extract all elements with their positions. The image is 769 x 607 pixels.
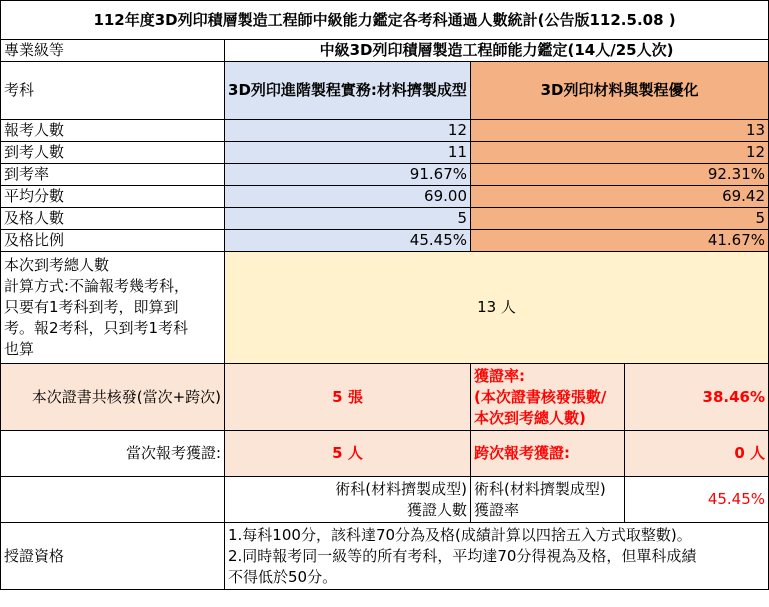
row-label: 到考人數 [1, 142, 225, 164]
row-value-subject-2: 41.67% [471, 230, 769, 252]
certificate-rate-label-line: (本次證書核發張數/ [474, 387, 607, 406]
level-label: 專業級等 [1, 40, 225, 62]
certificate-value: 5 張 [225, 364, 471, 431]
row-label: 報考人數 [1, 120, 225, 142]
tech-rate-value: 45.45% [625, 477, 769, 523]
row-value-subject-1: 12 [225, 120, 471, 142]
row-value-subject-1: 5 [225, 208, 471, 230]
tech-label [225, 477, 471, 523]
qualification-line: 2.同時報考同一級等的所有考科，平均達70分得視為及格，但單科成績 [228, 546, 697, 565]
table-row [1, 230, 769, 252]
level-value: 中級3D列印積層製造工程師能力鑑定(14人/25人次) [225, 40, 769, 62]
same-time-label: 當次報考獲證: [1, 431, 225, 477]
row-value-subject-2: 13 [471, 120, 769, 142]
row-label: 及格比例 [1, 230, 225, 252]
row-value-subject-1: 69.00 [225, 186, 471, 208]
total-label-line: 也算 [4, 340, 35, 358]
table-row [1, 142, 769, 164]
total-label-line: 只要有1考科到考，即算到 [4, 298, 179, 316]
certificate-label: 本次證書共核發(當次+跨次) [1, 364, 225, 431]
row-label: 及格人數 [1, 208, 225, 230]
row-value-subject-1: 11 [225, 142, 471, 164]
tech-empty-cell [1, 477, 225, 523]
qualification-text [225, 523, 769, 590]
certificate-rate-label-line: 獲證率: [474, 366, 525, 385]
certificate-rate-label-line: 本次到考總人數) [474, 408, 586, 427]
total-value: 13 人 [225, 252, 769, 364]
row-label: 到考率 [1, 164, 225, 186]
row-value-subject-1: 91.67% [225, 164, 471, 186]
subject-2-header: 3D列印材料與製程優化 [471, 62, 769, 120]
certificate-rate-value: 38.46% [625, 364, 769, 431]
cross-time-value: 0 人 [625, 431, 769, 477]
total-label-line: 計算方式:不論報考幾考科， [4, 277, 190, 295]
table-row [1, 164, 769, 186]
tech-label-line: 術科(材料擠製成型) [335, 479, 467, 498]
table-row [1, 208, 769, 230]
table-row [1, 186, 769, 208]
row-value-subject-2: 5 [471, 208, 769, 230]
tech-rate-label-line: 術科(材料擠製成型) [474, 479, 606, 498]
row-value-subject-2: 69.42 [471, 186, 769, 208]
total-label [1, 252, 225, 364]
cross-time-label: 跨次報考獲證: [471, 431, 625, 477]
qualification-line: 1.每科100分，該科達70分為及格(成績計算以四捨五入方式取整數)。 [228, 525, 692, 544]
total-label-line: 考。報2考科，只到考1考科 [4, 319, 189, 337]
page-title: 112年度3D列印積層製造工程師中級能力鑑定各考科通過人數統計(公告版112.5.08 ) [1, 1, 769, 40]
row-value-subject-2: 92.31% [471, 164, 769, 186]
same-time-value: 5 人 [225, 431, 471, 477]
subject-1-header: 3D列印進階製程實務:材料擠製成型 [225, 62, 471, 120]
qualification-label: 授證資格 [1, 523, 225, 590]
row-label: 平均分數 [1, 186, 225, 208]
qualification-line: 不得低於50分。 [228, 567, 338, 586]
certificate-rate-label [471, 364, 625, 431]
subject-label: 考科 [1, 62, 225, 120]
tech-rate-label [471, 477, 625, 523]
table-row [1, 120, 769, 142]
tech-rate-label-line: 獲證率 [474, 500, 520, 519]
row-value-subject-2: 12 [471, 142, 769, 164]
row-value-subject-1: 45.45% [225, 230, 471, 252]
tech-label-line: 獲證人數 [406, 500, 467, 519]
total-label-line: 本次到考總人數 [4, 256, 110, 274]
